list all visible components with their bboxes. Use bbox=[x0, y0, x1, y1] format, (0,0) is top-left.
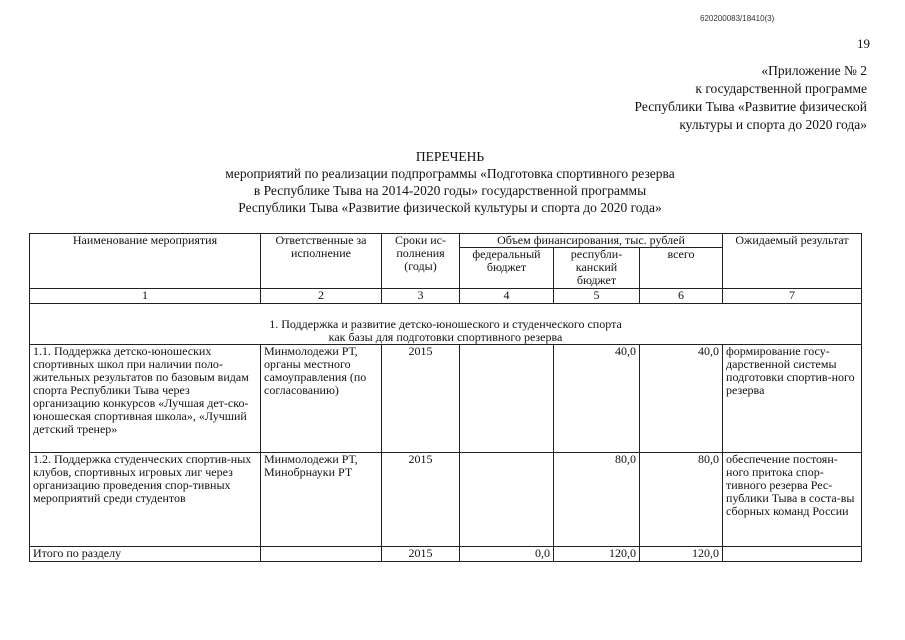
document-id: 620200083/18410(3) bbox=[700, 14, 775, 23]
table-row bbox=[30, 453, 862, 547]
total-republic: 120,0 bbox=[554, 547, 640, 562]
header-total: всего bbox=[640, 248, 723, 289]
col-number: 4 bbox=[460, 289, 554, 304]
total-federal: 0,0 bbox=[460, 547, 554, 562]
header-terms: Сроки ис-полнения (годы) bbox=[382, 234, 460, 289]
appendix-line-4: культуры и спорта до 2020 года» bbox=[679, 117, 867, 132]
appendix-line-3: Республики Тыва «Развитие физической bbox=[634, 99, 867, 114]
appendix-line-1: «Приложение № 2 bbox=[761, 63, 867, 78]
col-number: 7 bbox=[723, 289, 862, 304]
section-row bbox=[30, 304, 862, 345]
col-number: 3 bbox=[382, 289, 460, 304]
row-result: обеспечение постоян-ного притока спор-тивного резерва Рес-публики Тыва в соста-вы сборных команд России bbox=[723, 453, 862, 547]
row-year: 2015 bbox=[382, 453, 460, 547]
header-name: Наименование мероприятия bbox=[30, 234, 261, 289]
row-federal bbox=[460, 453, 554, 547]
row-responsible: Минмолодежи РТ, органы местного самоуправления (по согласованию) bbox=[261, 345, 382, 453]
appendix-line-2: к государственной программе bbox=[695, 81, 867, 96]
total-sum: 120,0 bbox=[640, 547, 723, 562]
row-federal bbox=[460, 345, 554, 453]
row-name: 1.1. Поддержка детско-юношеских спортивных школ при наличии поло-жительных результатов по базовым видам спорта Республики Тыва через организацию конкурсов «Лучшая дет-ско-юношеская спортивная школа», «Лучший детский тренер» bbox=[30, 345, 261, 453]
row-republic: 80,0 bbox=[554, 453, 640, 547]
total-label: Итого по разделу bbox=[30, 547, 261, 562]
row-year: 2015 bbox=[382, 345, 460, 453]
column-number-row bbox=[30, 289, 862, 304]
title-heading: ПЕРЕЧЕНЬ bbox=[415, 149, 485, 164]
measures-table bbox=[29, 233, 862, 562]
col-number: 2 bbox=[261, 289, 382, 304]
title-line-1: мероприятий по реализации подпрограммы «Подготовка спортивного резерва bbox=[225, 166, 675, 181]
title-line-3: Республики Тыва «Развитие физической культуры и спорта до 2020 года» bbox=[238, 200, 662, 215]
page-number: 19 bbox=[857, 36, 870, 51]
total-year: 2015 bbox=[382, 547, 460, 562]
header-funding: Объем финансирования, тыс. рублей bbox=[460, 234, 723, 248]
appendix-header bbox=[527, 62, 867, 134]
header-federal: федеральный бюджет bbox=[460, 248, 554, 289]
row-total: 80,0 bbox=[640, 453, 723, 547]
col-number: 1 bbox=[30, 289, 261, 304]
document-title bbox=[100, 148, 800, 216]
total-responsible bbox=[261, 547, 382, 562]
section-title-line-1: 1. Поддержка и развитие детско-юношеского и студенческого спорта bbox=[269, 317, 622, 331]
row-total: 40,0 bbox=[640, 345, 723, 453]
header-row-1 bbox=[30, 234, 862, 248]
total-result bbox=[723, 547, 862, 562]
header-responsible: Ответственные за исполнение bbox=[261, 234, 382, 289]
col-number: 6 bbox=[640, 289, 723, 304]
section-title bbox=[30, 304, 862, 345]
header-result: Ожидаемый результат bbox=[723, 234, 862, 289]
row-name: 1.2. Поддержка студенческих спортив-ных клубов, спортивных игровых лиг через организацию проведения спор-тивных мероприятий среди студентов bbox=[30, 453, 261, 547]
total-row bbox=[30, 547, 862, 562]
section-title-line-2: как базы для подготовки спортивного резерва bbox=[328, 330, 563, 344]
row-republic: 40,0 bbox=[554, 345, 640, 453]
col-number: 5 bbox=[554, 289, 640, 304]
table-row bbox=[30, 345, 862, 453]
row-result: формирование госу-дарственной системы подготовки спортив-ного резерва bbox=[723, 345, 862, 453]
header-republic: республи-канский бюджет bbox=[554, 248, 640, 289]
row-responsible: Минмолодежи РТ, Минобрнауки РТ bbox=[261, 453, 382, 547]
title-line-2: в Республике Тыва на 2014-2020 годы» государственной программы bbox=[253, 183, 647, 198]
